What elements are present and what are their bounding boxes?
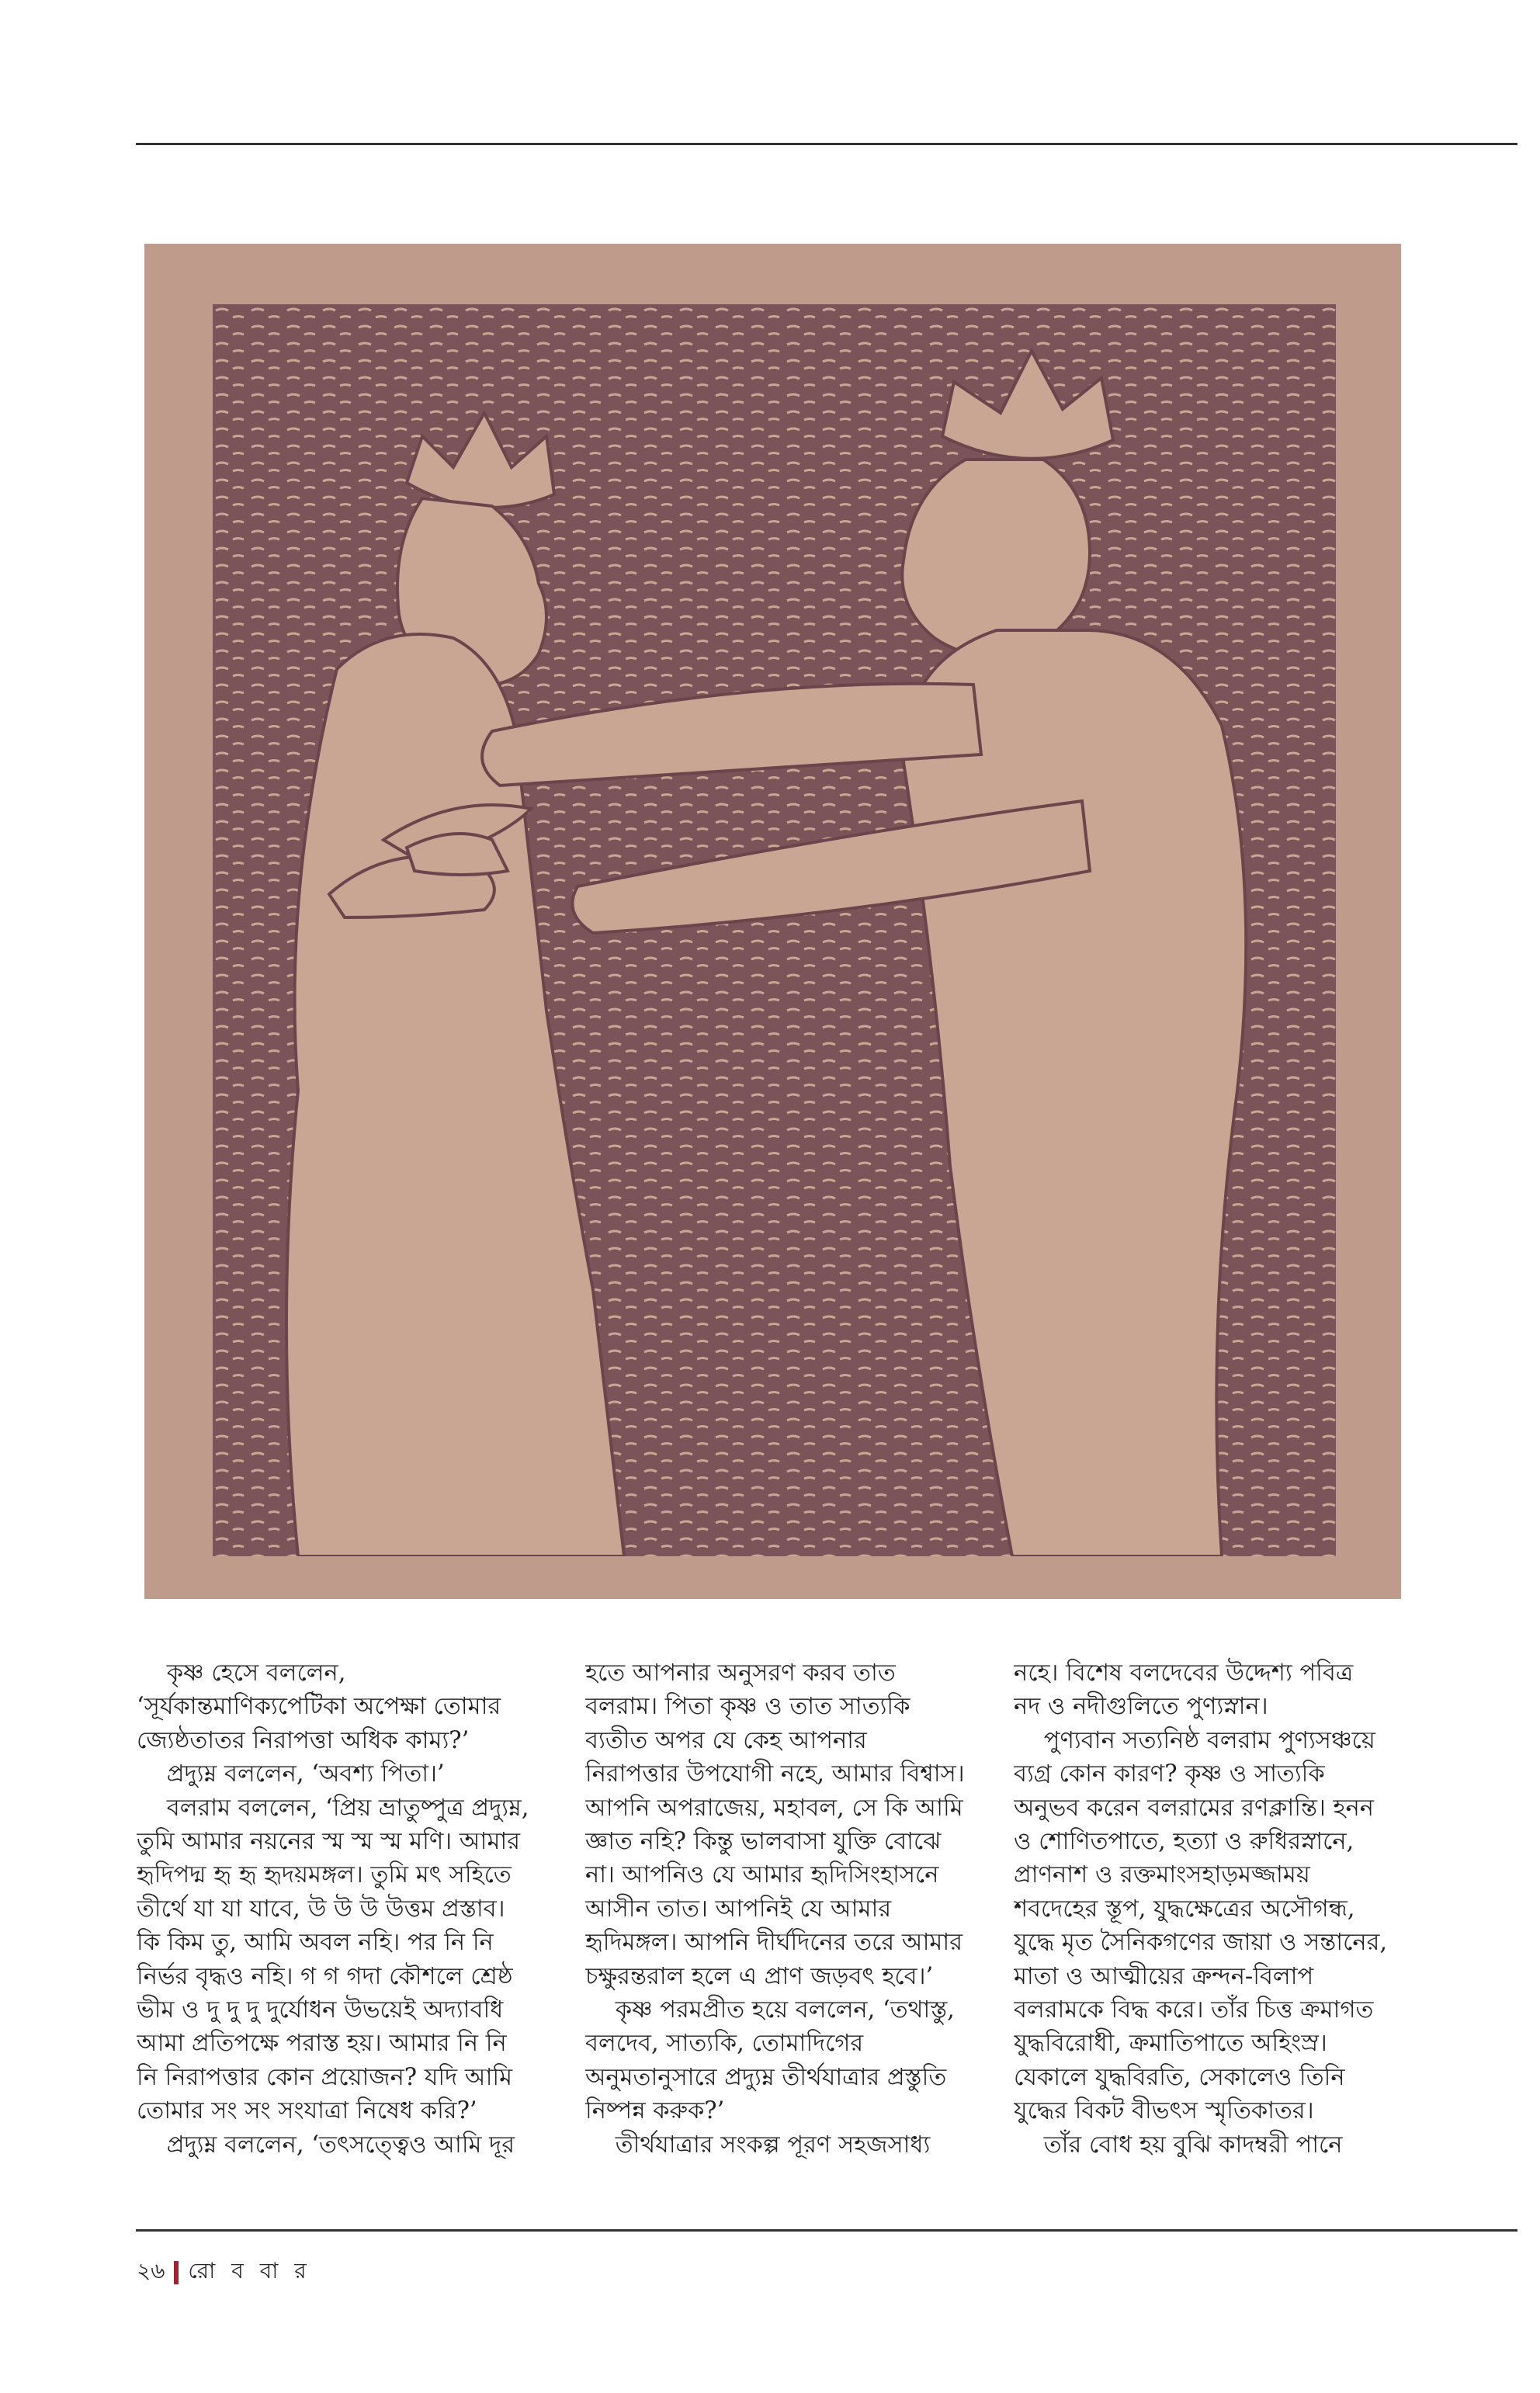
text-line: অনুমতানুসারে প্রদ্যুম্ন তীর্থযাত্রার প্রস্তুতি bbox=[585, 2063, 947, 2091]
text-line: ব্যতীত অপর যে কেহ আপনার bbox=[585, 1726, 867, 1754]
text-line: বলরাম। পিতা কৃষ্ণ ও তাত সাত্যকি bbox=[585, 1693, 910, 1721]
text-line: কি কিম তু, আমি অবল নহি। পর নি নি bbox=[137, 1929, 494, 1957]
text-line: আসীন তাত। আপনিই যে আমার bbox=[585, 1895, 892, 1923]
text-line: হৃদিমঙ্গল। আপনি দীর্ঘদিনের তরে আমার bbox=[585, 1929, 962, 1957]
text-line: আপনি অপরাজেয়, মহাবল, সে কি আমি bbox=[585, 1794, 963, 1822]
top-rule bbox=[136, 143, 1517, 145]
text-line: নহে। বিশেষ বলদেবের উদ্দেশ্য পবিত্র bbox=[1014, 1659, 1354, 1687]
text-line: হৃদিপদ্ম হৃ হৃ হৃদয়মঙ্গল। তুমি মৎ সহিতে bbox=[137, 1861, 512, 1889]
text-column-3 bbox=[1014, 1656, 1425, 2162]
footer-divider bbox=[174, 2261, 179, 2284]
text-line: নিরাপত্তার উপযোগী নহে, আমার বিশ্বাস। bbox=[585, 1760, 965, 1788]
text-column-1 bbox=[137, 1656, 548, 2162]
text-line: অনুভব করেন বলরামের রণক্লান্তি। হনন bbox=[1014, 1794, 1374, 1822]
text-line: ব্যগ্র কোন কারণ? কৃষ্ণ ও সাত্যকি bbox=[1014, 1760, 1325, 1788]
text-line: হতে আপনার অনুসরণ করব তাত bbox=[585, 1659, 896, 1687]
text-line: নিষ্পন্ন করুক?’ bbox=[585, 2097, 725, 2125]
text-line: না। আপনিও যে আমার হৃদিসিংহাসনে bbox=[585, 1861, 939, 1889]
woodcut-illustration bbox=[213, 304, 1336, 1556]
text-line: যুদ্ধবিরোধী, ক্রমাতিপাতে অহিংস্র। bbox=[1014, 2030, 1327, 2058]
text-line: যুদ্ধে মৃত সৈনিকগণের জায়া ও সন্তানের, bbox=[1014, 1929, 1388, 1957]
text-line: যেকালে যুদ্ধবিরতি, সেকালেও তিনি bbox=[1014, 2063, 1345, 2091]
text-line: নি নিরাপত্তার কোন প্রয়োজন? যদি আমি bbox=[137, 2063, 513, 2091]
text-line: বলদেব, সাত্যকি, তোমাদিগের bbox=[585, 2030, 864, 2058]
text-line: কৃষ্ণ হেসে বললেন, bbox=[137, 1659, 346, 1687]
text-line: তাঁর বোধ হয় বুঝি কাদম্বরী পানে bbox=[1014, 2131, 1343, 2159]
text-line: বলরামকে বিদ্ধ করে। তাঁর চিত্ত ক্রমাগত bbox=[1014, 1996, 1374, 2024]
text-line: আমা প্রতিপক্ষে পরাস্ত হয়। আমার নি নি bbox=[137, 2030, 507, 2058]
text-line: প্রদ্যুম্ন বললেন, ‘তৎসত্ত্বেও আমি দূর bbox=[137, 2131, 515, 2159]
text-line: তুমি আমার নয়নের স্ম স্ম স্ম মণি। আমার bbox=[137, 1828, 521, 1856]
bottom-rule bbox=[136, 2229, 1517, 2232]
text-line: তীর্থযাত্রার সংকল্প পূরণ সহজসাধ্য bbox=[585, 2131, 931, 2159]
text-line: তোমার সং সং সংযাত্রা নিষেধ করি?’ bbox=[137, 2097, 477, 2125]
text-line: চক্ষুরন্তরাল হলে এ প্রাণ জড়বৎ হবে।’ bbox=[585, 1962, 934, 1990]
text-line: ভীম ও দু দু দু দুর্যোধন উভয়েই অদ্যাবধি bbox=[137, 1996, 504, 2024]
text-line: ‘সূর্যকান্তমাণিক্যপেটিকা অপেক্ষা তোমার bbox=[137, 1693, 501, 1721]
magazine-name: রো ব বা র bbox=[188, 2258, 311, 2284]
text-line: ও শোণিতপাতে, হত্যা ও রুধিরস্নানে, bbox=[1014, 1828, 1354, 1856]
illustration-svg bbox=[213, 304, 1336, 1556]
text-line: বলরাম বললেন, ‘প্রিয় ভ্রাতুষ্পুত্র প্রদ্যুম্ন, bbox=[137, 1794, 529, 1822]
text-line: জ্ঞাত নহি? কিন্তু ভালবাসা যুক্তি বোঝে bbox=[585, 1828, 942, 1856]
text-line: পুণ্যবান সত্যনিষ্ঠ বলরাম পুণ্যসঞ্চয়ে bbox=[1014, 1726, 1375, 1754]
text-line: যুদ্ধের বিকট বীভৎস স্মৃতিকাতর। bbox=[1014, 2097, 1314, 2125]
text-line: জ্যেষ্ঠতাতর নিরাপত্তা অধিক কাম্য?’ bbox=[137, 1726, 470, 1754]
text-line: প্রাণনাশ ও রক্তমাংসহাড়মজ্জাময় bbox=[1014, 1861, 1310, 1889]
text-line: প্রদ্যুম্ন বললেন, ‘অবশ্য পিতা।’ bbox=[137, 1760, 445, 1788]
page-footer bbox=[137, 2254, 311, 2291]
illustration-frame bbox=[144, 244, 1401, 1599]
text-line: নদ ও নদীগুলিতে পুণ্যস্নান। bbox=[1014, 1693, 1268, 1721]
text-line: কৃষ্ণ পরমপ্রীত হয়ে বললেন, ‘তথাস্তু, bbox=[585, 1996, 955, 2024]
text-line: মাতা ও আত্মীয়ের ক্রন্দন-বিলাপ bbox=[1014, 1962, 1314, 1990]
page-number: ২৬ bbox=[137, 2258, 165, 2284]
text-line: তীর্থে যা যা যাবে, উ উ উ উত্তম প্রস্তাব। bbox=[137, 1895, 505, 1923]
text-column-2 bbox=[585, 1656, 997, 2162]
article-body bbox=[137, 1656, 1394, 2200]
text-line: শবদেহের স্তূপ, যুদ্ধক্ষেত্রের অসৌগন্ধ, bbox=[1014, 1895, 1355, 1923]
text-line: নির্ভর বৃদ্ধও নহি। গ গ গদা কৌশলে শ্রেষ্ঠ bbox=[137, 1962, 513, 1990]
